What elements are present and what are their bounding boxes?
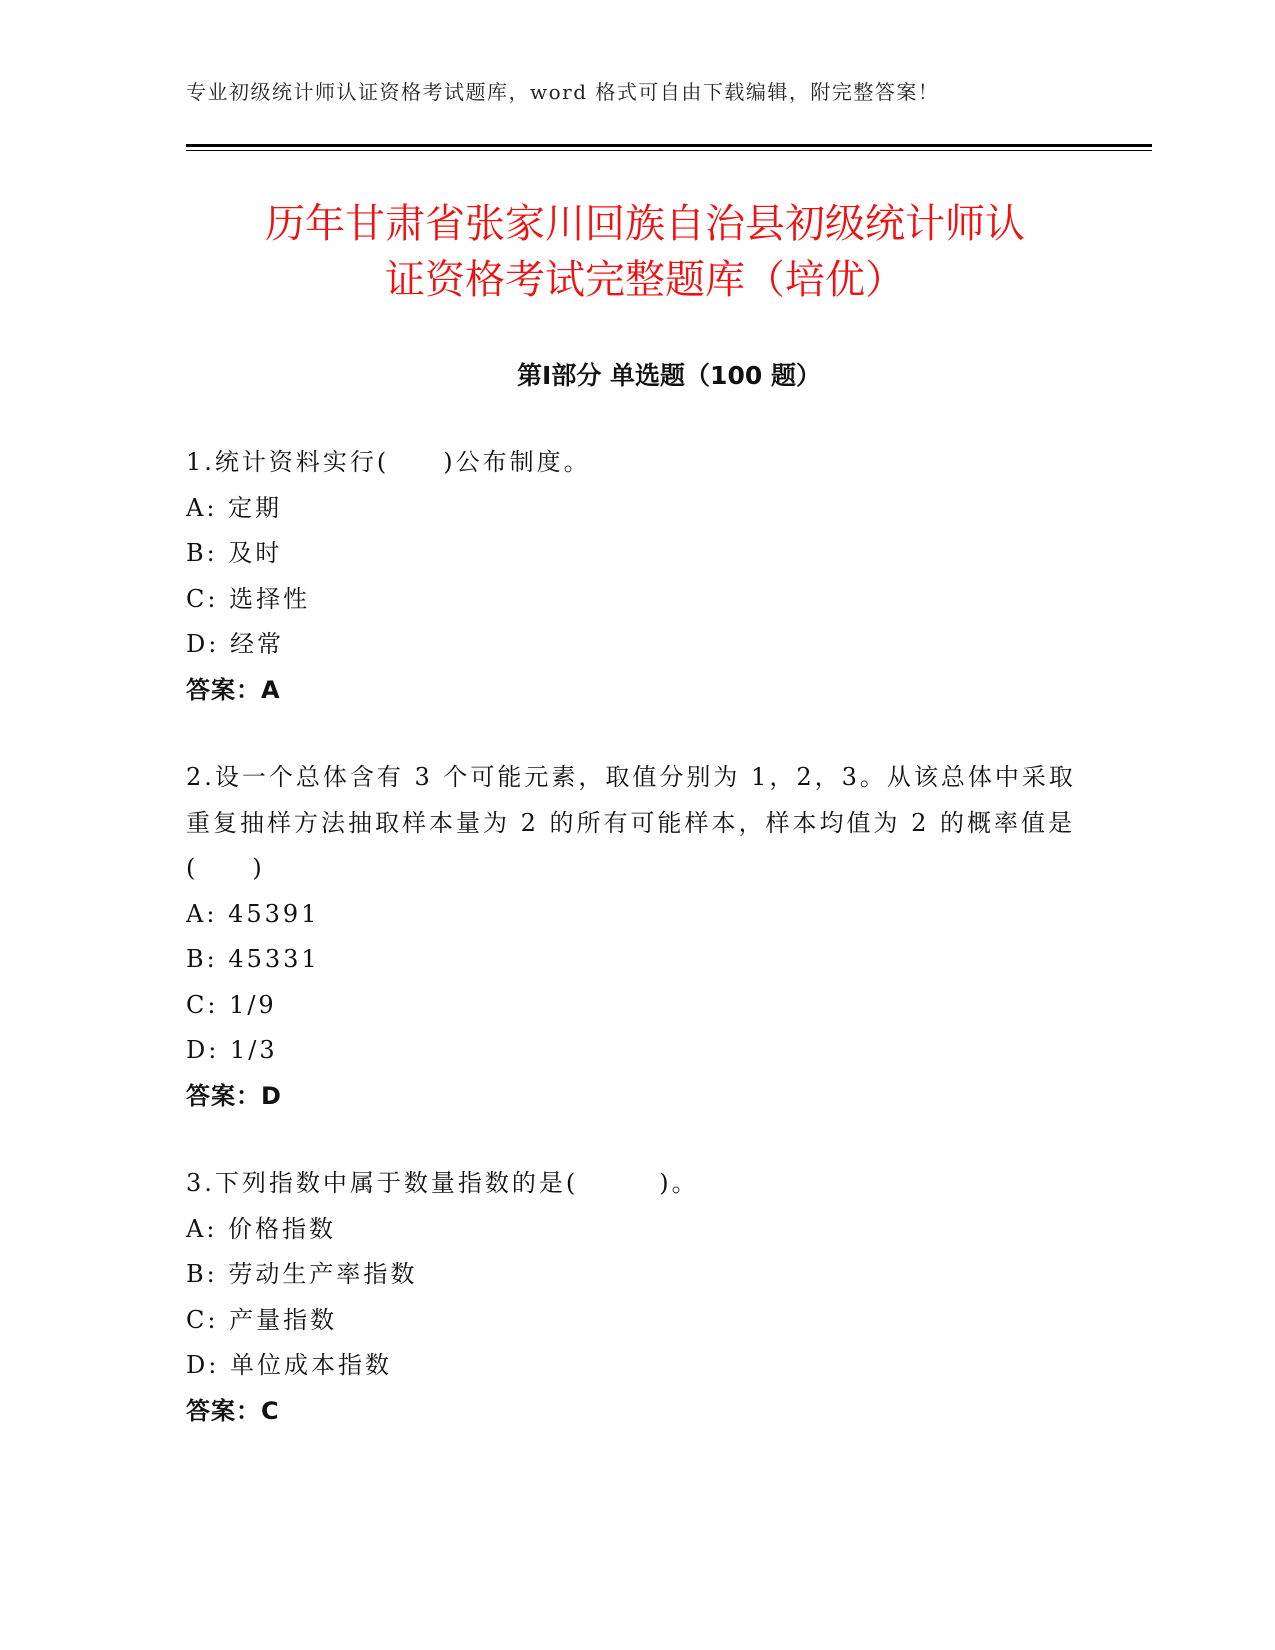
divider-thick-line (186, 144, 1152, 147)
option-a: A: 定期 (186, 493, 283, 522)
option-c: C: 产量指数 (186, 1305, 338, 1334)
section-title: 第Ⅰ部分 单选题（100 题） (517, 361, 821, 390)
option-a: A: 45391 (186, 899, 320, 928)
question-stem: 3.下列指数中属于数量指数的是( )。 (186, 1169, 699, 1197)
header-note: 专业初级统计师认证资格考试题库，word 格式可自由下载编辑，附完整答案！ (186, 80, 940, 104)
question-1 (186, 440, 1086, 713)
question-stem: 2.设一个总体含有 3 个可能元素，取值分别为 1，2，3。从该总体中采取重复抽样方法抽取样本量为 2 的所有可能样本，样本均值为 2 的概率值是( ) (186, 763, 1076, 882)
option-b: B: 及时 (186, 539, 283, 567)
option-d: D: 单位成本指数 (186, 1351, 392, 1379)
question-3 (186, 1161, 1086, 1434)
answer: 答案：D (186, 1081, 282, 1110)
option-d: D: 1/3 (186, 1036, 278, 1064)
option-b: B: 45331 (186, 945, 320, 973)
option-c: C: 选择性 (186, 584, 311, 613)
document-title (150, 196, 1140, 308)
divider-thin-line (186, 150, 1152, 151)
option-c: C: 1/9 (186, 990, 277, 1019)
title-line-2: 证资格考试完整题库（培优） (385, 257, 905, 303)
question-list (186, 440, 1086, 1476)
header-divider (186, 144, 1152, 151)
option-d: D: 经常 (186, 630, 284, 658)
option-a: A: 价格指数 (186, 1214, 337, 1243)
answer: 答案：C (186, 1396, 280, 1425)
option-b: B: 劳动生产率指数 (186, 1260, 418, 1288)
answer: 答案：A (186, 675, 281, 704)
question-stem: 1.统计资料实行( )公布制度。 (186, 448, 591, 476)
title-line-1: 历年甘肃省张家川回族自治县初级统计师认 (265, 201, 1025, 247)
question-2 (186, 755, 1086, 1119)
